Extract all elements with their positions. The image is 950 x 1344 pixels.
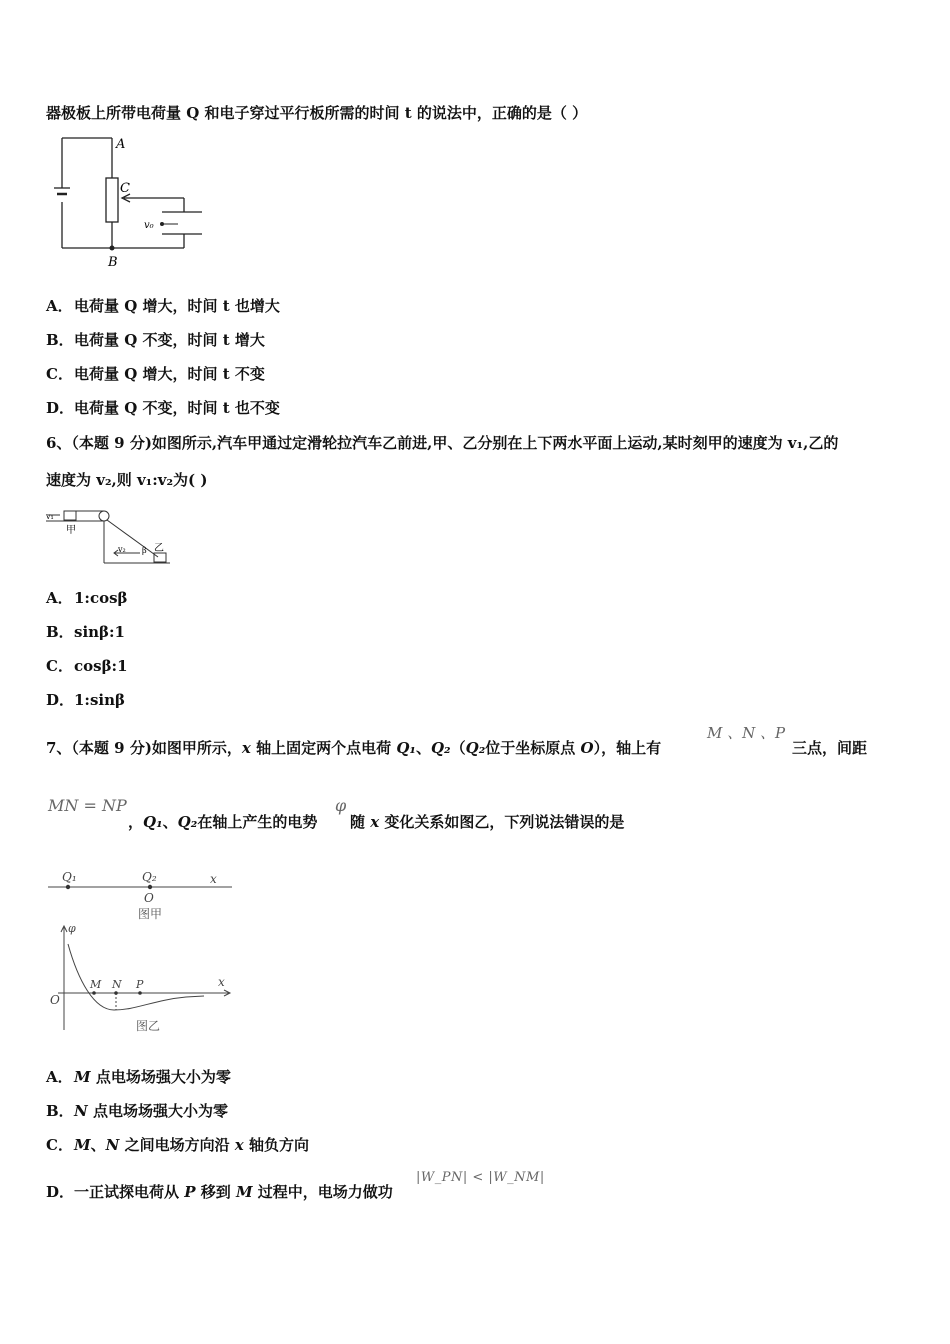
- q5-option-d[interactable]: D．电荷量 Q 不变，时间 t 也不变: [46, 399, 280, 417]
- fig-yi-phi: φ: [68, 922, 76, 935]
- q7-stem-line1: 7、（本题 9 分)如图甲所示，x 轴上固定两个点电荷 Q₁、Q₂（Q₂位于坐标原点 O），轴上有: [46, 739, 662, 757]
- q7-stem-line2-tail: 随 x 变化关系如图乙，下列说法错误的是: [350, 813, 625, 831]
- fig-jia-q1: Q₁: [62, 870, 77, 884]
- fig-jia-o: O: [144, 891, 154, 905]
- q5-option-b[interactable]: B．电荷量 Q 不变，时间 t 增大: [46, 331, 265, 349]
- fig-yi-n: N: [112, 978, 122, 991]
- q6-stem-line2: 速度为 v₂,则 v₁:v₂为( ): [46, 471, 208, 489]
- q7-option-c[interactable]: C．M、N 之间电场方向沿 x 轴负方向: [46, 1136, 309, 1154]
- q6-option-c[interactable]: C．cosβ:1: [46, 657, 128, 675]
- q6-option-b[interactable]: B．sinβ:1: [46, 623, 125, 641]
- fig-yi-m: M: [90, 978, 102, 991]
- label-C: C: [120, 181, 130, 196]
- q7-figure-yi: [44, 920, 244, 1035]
- label-yi: 乙: [154, 543, 164, 554]
- label-jia: 甲: [66, 525, 76, 536]
- fig-yi-o: O: [50, 993, 60, 1007]
- label-beta: β: [142, 546, 147, 555]
- q6-option-d[interactable]: D．1:sinβ: [46, 691, 125, 709]
- q6-option-a[interactable]: A．1:cosβ: [46, 589, 128, 607]
- fig-jia-caption: 图甲: [138, 907, 163, 921]
- q7-option-a[interactable]: A．M 点电场场强大小为零: [46, 1068, 231, 1086]
- label-A: A: [116, 137, 126, 152]
- label-v2: v₂: [118, 545, 126, 554]
- fig-jia-q2: Q₂: [142, 870, 157, 884]
- q7-option-d[interactable]: D．一正试探电荷从 P 移到 M 过程中，电场力做功: [46, 1183, 393, 1201]
- q6-pulley-figure: [44, 505, 174, 570]
- label-v1: v₁: [46, 512, 54, 521]
- fig-jia-x: x: [210, 872, 217, 886]
- q7-stem-line2: ，Q₁、Q₂在轴上产生的电势: [128, 813, 318, 831]
- fig-yi-p: P: [136, 978, 144, 991]
- fig-yi-caption: 图乙: [136, 1019, 161, 1033]
- label-v0: v₀: [144, 220, 154, 231]
- phi-symbol: φ: [335, 796, 347, 815]
- q5-stem: 器极板上所带电荷量 Q 和电子穿过平行板所需的时间 t 的说法中，正确的是（ ）: [46, 104, 588, 122]
- q6-stem-line1: 6、（本题 9 分)如图所示,汽车甲通过定滑轮拉汽车乙前进,甲、乙分别在上下两水平面上运动,某时刻甲的速度为 v₁,乙的: [46, 434, 839, 452]
- q5-option-a[interactable]: A．电荷量 Q 增大，时间 t 也增大: [46, 297, 280, 315]
- q5-circuit-figure: [44, 130, 214, 270]
- fig-yi-x: x: [218, 975, 225, 989]
- q7-figure-jia: [44, 866, 244, 926]
- mn-np-formula: MN = NP: [48, 796, 127, 815]
- q7-stem-line1-tail: 三点，间距: [792, 739, 868, 757]
- q5-option-c[interactable]: C．电荷量 Q 增大，时间 t 不变: [46, 365, 265, 383]
- label-B: B: [108, 255, 118, 270]
- work-formula: |W_PN| < |W_NM|: [416, 1170, 545, 1185]
- q7-option-b[interactable]: B．N 点电场场强大小为零: [46, 1102, 228, 1120]
- mnp-formula: M 、N 、P: [707, 724, 786, 742]
